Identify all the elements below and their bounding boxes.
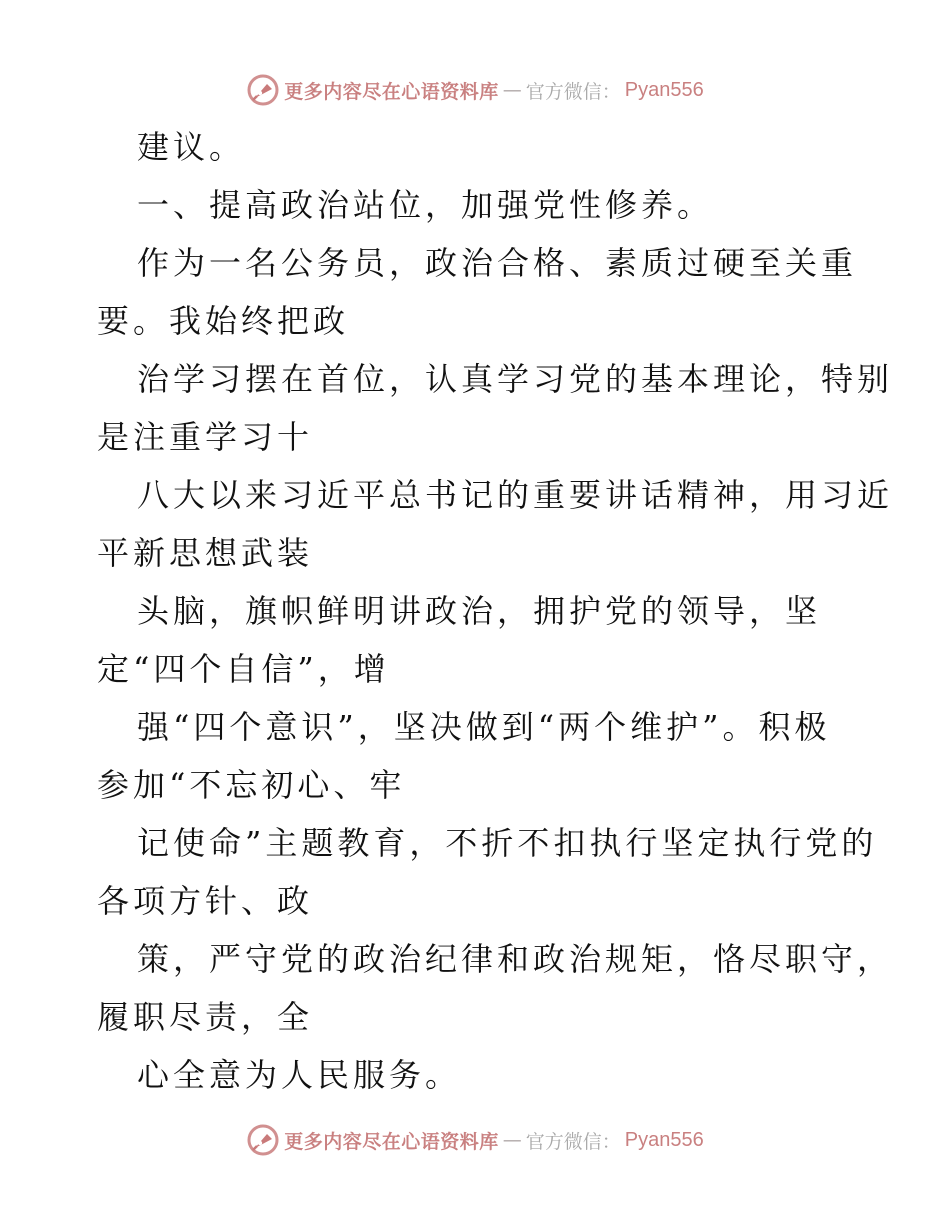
pen-nib-logo-icon (246, 1123, 280, 1157)
watermark-separator: — (502, 79, 522, 101)
pen-nib-logo-icon (246, 73, 280, 107)
body-line: 一、提高政治站位，加强党性修养。 (137, 186, 714, 224)
body-line: 心全意为人民服务。 (137, 1056, 462, 1094)
body-line: 头脑，旗帜鲜明讲政治，拥护党的领导，坚 (137, 592, 822, 630)
body-line: 治学习摆在首位，认真学习党的基本理论，特别 (137, 360, 894, 398)
body-line: 履职尽责，全 (97, 998, 314, 1036)
watermark-inner (246, 73, 704, 107)
body-line: 平新思想武装 (97, 534, 314, 572)
watermark-wechat-label: 官方微信： (525, 80, 621, 103)
watermark-site-text: 更多内容尽在心语资料库 (284, 1130, 499, 1153)
body-line: 是注重学习十 (97, 418, 314, 456)
body-line: 要。我始终把政 (97, 302, 350, 340)
body-line: 记使命”主题教育，不折不扣执行坚定执行党的 (137, 824, 878, 862)
watermark-wechat-id: Pyan556 (624, 1128, 704, 1151)
footer-watermark (0, 1120, 950, 1160)
watermark-wechat-label: 官方微信： (525, 1130, 621, 1153)
body-line: 参加“不忘初心、牢 (97, 766, 406, 804)
watermark-inner (246, 1123, 704, 1157)
document-body (97, 118, 894, 1104)
body-line: 建议。 (137, 128, 246, 166)
watermark-site-text: 更多内容尽在心语资料库 (284, 80, 499, 103)
body-line: 各项方针、政 (97, 882, 314, 920)
body-line: 策，严守党的政治纪律和政治规矩，恪尽职守， (137, 940, 894, 978)
body-line: 作为一名公务员，政治合格、素质过硬至关重 (137, 244, 858, 282)
body-line: 强“四个意识”，坚决做到“两个维护”。积极 (137, 708, 831, 746)
watermark-separator: — (502, 1129, 522, 1151)
body-line: 八大以来习近平总书记的重要讲话精神，用习近 (137, 476, 894, 514)
watermark-wechat-id: Pyan556 (624, 78, 704, 101)
header-watermark (0, 70, 950, 110)
body-line: 定“四个自信”，增 (97, 650, 390, 688)
